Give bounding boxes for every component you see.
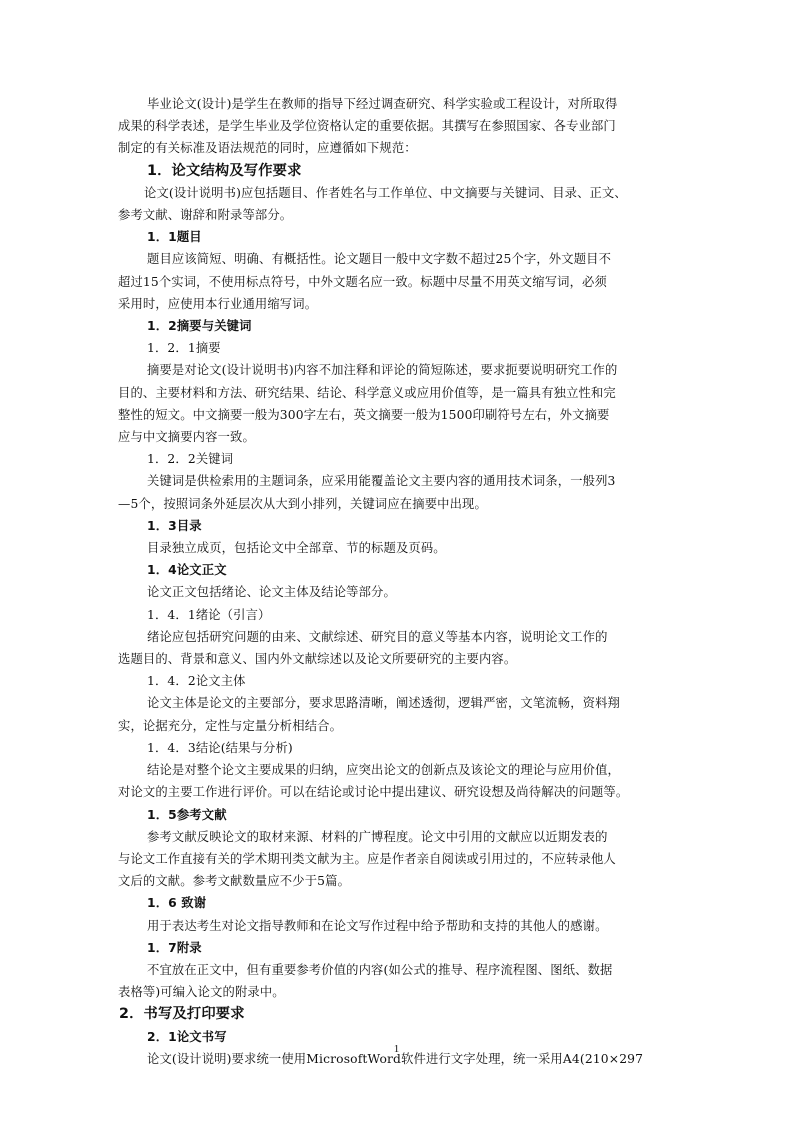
paragraph-line: 应与中文摘要内容一致。 bbox=[118, 430, 255, 445]
paragraph-line: 参考文献、谢辞和附录等部分。 bbox=[118, 208, 293, 223]
paragraph-line: 成果的科学表述，是学生毕业及学位资格认定的重要依据。其撰写在参照国家、各专业部门 bbox=[118, 119, 616, 134]
paragraph-line: 采用时，应使用本行业通用缩写词。 bbox=[118, 296, 318, 311]
subsubsection-heading-1-4-1: 1．4．1绪论（引言） bbox=[147, 607, 271, 622]
subsubsection-heading-1-2-2: 1．2．2关键词 bbox=[147, 452, 234, 467]
subsection-heading-1-5: 1．5参考文献 bbox=[147, 807, 227, 822]
page-number: 1 bbox=[393, 1043, 400, 1055]
section-heading-1: 1．论文结构及写作要求 bbox=[147, 162, 302, 179]
paragraph-line: 用于表达考生对论文指导教师和在论文写作过程中给予帮助和支持的其他人的感谢。 bbox=[147, 918, 608, 933]
subsubsection-heading-1-4-3: 1．4．3结论(结果与分析) bbox=[147, 740, 293, 755]
paragraph-line: 目的、主要材料和方法、研究结果、结论、科学意义或应用价值等，是一篇具有独立性和完 bbox=[118, 385, 616, 400]
paragraph-line: 选题目的、背景和意义、国内外文献综述以及论文所要研究的主要内容。 bbox=[118, 652, 517, 667]
paragraph-line: 题目应该简短、明确、有概括性。论文题目一般中文字数不超过25个字，外文题目不 bbox=[147, 252, 612, 267]
paragraph-line: 关键词是供检索用的主题词条，应采用能覆盖论文主要内容的通用技术词条，一般列3 bbox=[147, 474, 616, 489]
paragraph-line: 与论文工作直接有关的学术期刊类文献为主。应是作者亲自阅读或引用过的，不应转录他人 bbox=[118, 851, 616, 866]
paragraph-line: —5个，按照词条外延层次从大到小排列，关键词应在摘要中出现。 bbox=[118, 496, 487, 511]
subsubsection-heading-1-2-1: 1．2．1摘要 bbox=[147, 341, 221, 356]
paragraph-line: 论文(设计说明)要求统一使用MicrosoftWord软件进行文字处理，统一采用A4(210×297 bbox=[147, 1051, 644, 1066]
paragraph-line: 不宜放在正文中，但有重要参考价值的内容(如公式的推导、程序流程图、图纸、数据 bbox=[147, 962, 613, 977]
paragraph-line: 论文(设计说明书)应包括题目、作者姓名与工作单位、中文摘要与关键词、目录、正文、 bbox=[144, 185, 627, 200]
paragraph-line: 整性的短文。中文摘要一般为300字左右，英文摘要一般为1500印刷符号左右，外文摘要 bbox=[118, 407, 610, 422]
paragraph-line: 目录独立成页，包括论文中全部章、节的标题及页码。 bbox=[147, 541, 446, 556]
paragraph-line: 绪论应包括研究问题的由来、文献综述、研究目的意义等基本内容，说明论文工作的 bbox=[147, 629, 608, 644]
document-body bbox=[118, 93, 674, 1070]
paragraph-line: 参考文献反映论文的取材来源、材料的广博程度。论文中引用的文献应以近期发表的 bbox=[147, 829, 608, 844]
paragraph-line: 制定的有关标准及语法规范的同时，应遵循如下规范： bbox=[118, 141, 417, 156]
paragraph-line: 表格等)可编入论文的附录中。 bbox=[118, 985, 285, 1000]
subsection-heading-1-7: 1．7附录 bbox=[147, 940, 202, 955]
subsection-heading-1-6: 1．6 致谢 bbox=[147, 896, 207, 911]
paragraph-line: 实，论据充分，定性与定量分析相结合。 bbox=[118, 718, 343, 733]
subsection-heading-2-1: 2．1论文书写 bbox=[147, 1029, 227, 1044]
paragraph-line: 超过15个实词，不使用标点符号，中外文题名应一致。标题中尽量不用英文缩写词，必须 bbox=[118, 274, 607, 289]
paragraph-line: 论文正文包括绪论、论文主体及结论等部分。 bbox=[147, 585, 396, 600]
section-heading-2: 2．书写及打印要求 bbox=[119, 1006, 245, 1023]
paragraph-line: 文后的文献。参考文献数量应不少于5篇。 bbox=[118, 874, 351, 889]
subsection-heading-1-2: 1．2摘要与关键词 bbox=[147, 319, 252, 334]
subsection-heading-1-4: 1．4论文正文 bbox=[147, 563, 227, 578]
paragraph-line: 论文主体是论文的主要部分，要求思路清晰，阐述透彻，逻辑严密，文笔流畅，资料翔 bbox=[147, 696, 620, 711]
subsection-heading-1-1: 1．1题目 bbox=[147, 230, 202, 245]
paragraph-line: 对论文的主要工作进行评价。可以在结论或讨论中提出建议、研究设想及尚待解决的问题等。 bbox=[118, 785, 629, 800]
paragraph-line: 结论是对整个论文主要成果的归纳，应突出论文的创新点及该论文的理论与应用价值， bbox=[147, 763, 620, 778]
subsection-heading-1-3: 1．3目录 bbox=[147, 518, 202, 533]
paragraph-line: 摘要是对论文(设计说明书)内容不加注释和评论的简短陈述，要求扼要说明研究工作的 bbox=[147, 363, 618, 378]
subsubsection-heading-1-4-2: 1．4．2论文主体 bbox=[147, 674, 246, 689]
paragraph-line: 毕业论文(设计)是学生在教师的指导下经过调查研究、科学实验或工程设计，对所取得 bbox=[147, 97, 618, 111]
